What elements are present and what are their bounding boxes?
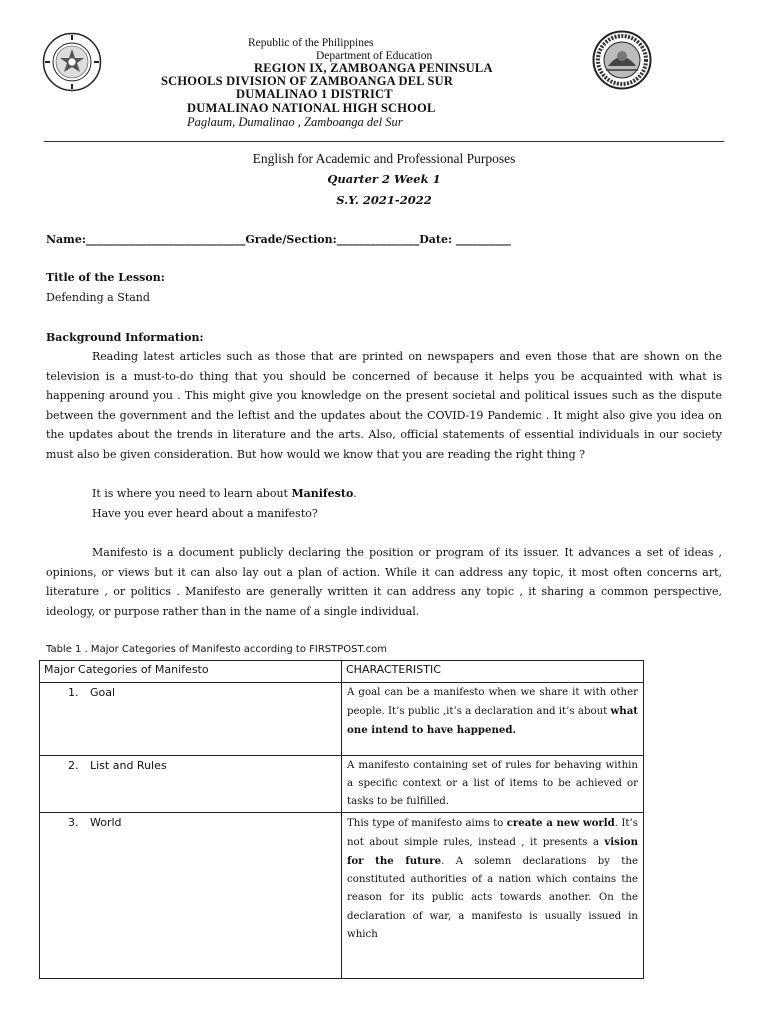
background-paragraph-2: Manifesto is a document publicly declaring the position or program of its issuer. It advances a set of ideas , opinions, or views but it can also lay out a plan of action. While it can address any topic, it most often concerns art, literature , or politics . Manifesto are generally written it can address any topic , it sharing a common perspective, ideology, or purpose rather than in the name of a single individual. [46,546,722,618]
header-department: Department of Education [316,50,433,62]
table-row [40,812,644,978]
category-cell: 2. List and Rules [40,756,342,813]
manifesto-intro-text: It is where you need to learn about [92,487,292,500]
student-info-fields[interactable]: Name:_____________________________Grade/Section:_______________Date: __________ [46,233,511,246]
manifesto-term: Manifesto [291,487,354,500]
header-region: REGION IX, ZAMBOANGA PENINSULA [254,61,493,75]
lesson-title-heading: Title of the Lesson: [46,271,165,284]
quarter-week: Quarter 2 Week 1 [327,172,441,186]
characteristic-cell: A goal can be a manifesto when we share it with other people. It’s public ,it’s a declaration and it’s about what one intend to have happened. [342,683,644,756]
manifesto-categories-table [39,660,644,979]
characteristic-cell: This type of manifesto aims to create a new world. It’s not about simple rules, instead , it presents a vision for the future. A solemn declarations by the constituted authorities of a nation which contains the reason for its public acts towards another. On the declaration of war, a manifesto is usually issued in which [342,812,644,978]
header-division: SCHOOLS DIVISION OF ZAMBOANGA DEL SUR [161,74,454,88]
division-seal-right [592,30,652,90]
school-year: S.Y. 2021-2022 [336,193,432,207]
characteristic-cell: A manifesto containing set of rules for behaving within a specific context or a list of items to be achieved or tasks to be fulfilled. [342,756,644,813]
table-row [40,683,644,756]
deped-seal-left [42,32,102,92]
header-district: DUMALINAO 1 DISTRICT [236,87,393,101]
category-cell: 3. World [40,812,342,978]
col-header-categories: Major Categories of Manifesto [40,661,342,683]
table-header-row [40,661,644,683]
header-address: Paglaum, Dumalinao , Zamboanga del Sur [187,115,403,129]
subject-title: English for Academic and Professional Purposes [252,151,516,166]
header-republic: Republic of the Philippines [248,37,374,49]
category-cell: 1. Goal [40,683,342,756]
background-paragraph-1: Reading latest articles such as those that are printed on newspapers and even those that are shown on the television is a must-to-do thing that you should be concerned of because it helps you be acquainted with what is happening around you . This might give you knowledge on the present societal and political issues such as the dispute between the government and the leftist and the updates about the COVID-19 Pandemic . It might also give you idea on the updates about the trends in literature and the arts. Also, official statements of essential individuals in our society must also be given consideration. But how would we know that you are reading the right thing ? [46,350,722,461]
background-heading: Background Information: [46,331,204,344]
lesson-title: Defending a Stand [46,291,150,304]
header-divider [44,141,724,142]
manifesto-intro-end: . [353,487,357,500]
manifesto-intro-line [92,487,357,500]
col-header-characteristic: CHARACTERISTIC [342,661,644,683]
header-school: DUMALINAO NATIONAL HIGH SCHOOL [187,101,436,115]
letterhead [0,30,768,135]
table-caption: Table 1 . Major Categories of Manifesto according to FIRSTPOST.com [46,644,387,655]
table-row [40,756,644,813]
manifesto-question: Have you ever heard about a manifesto? [92,507,318,520]
